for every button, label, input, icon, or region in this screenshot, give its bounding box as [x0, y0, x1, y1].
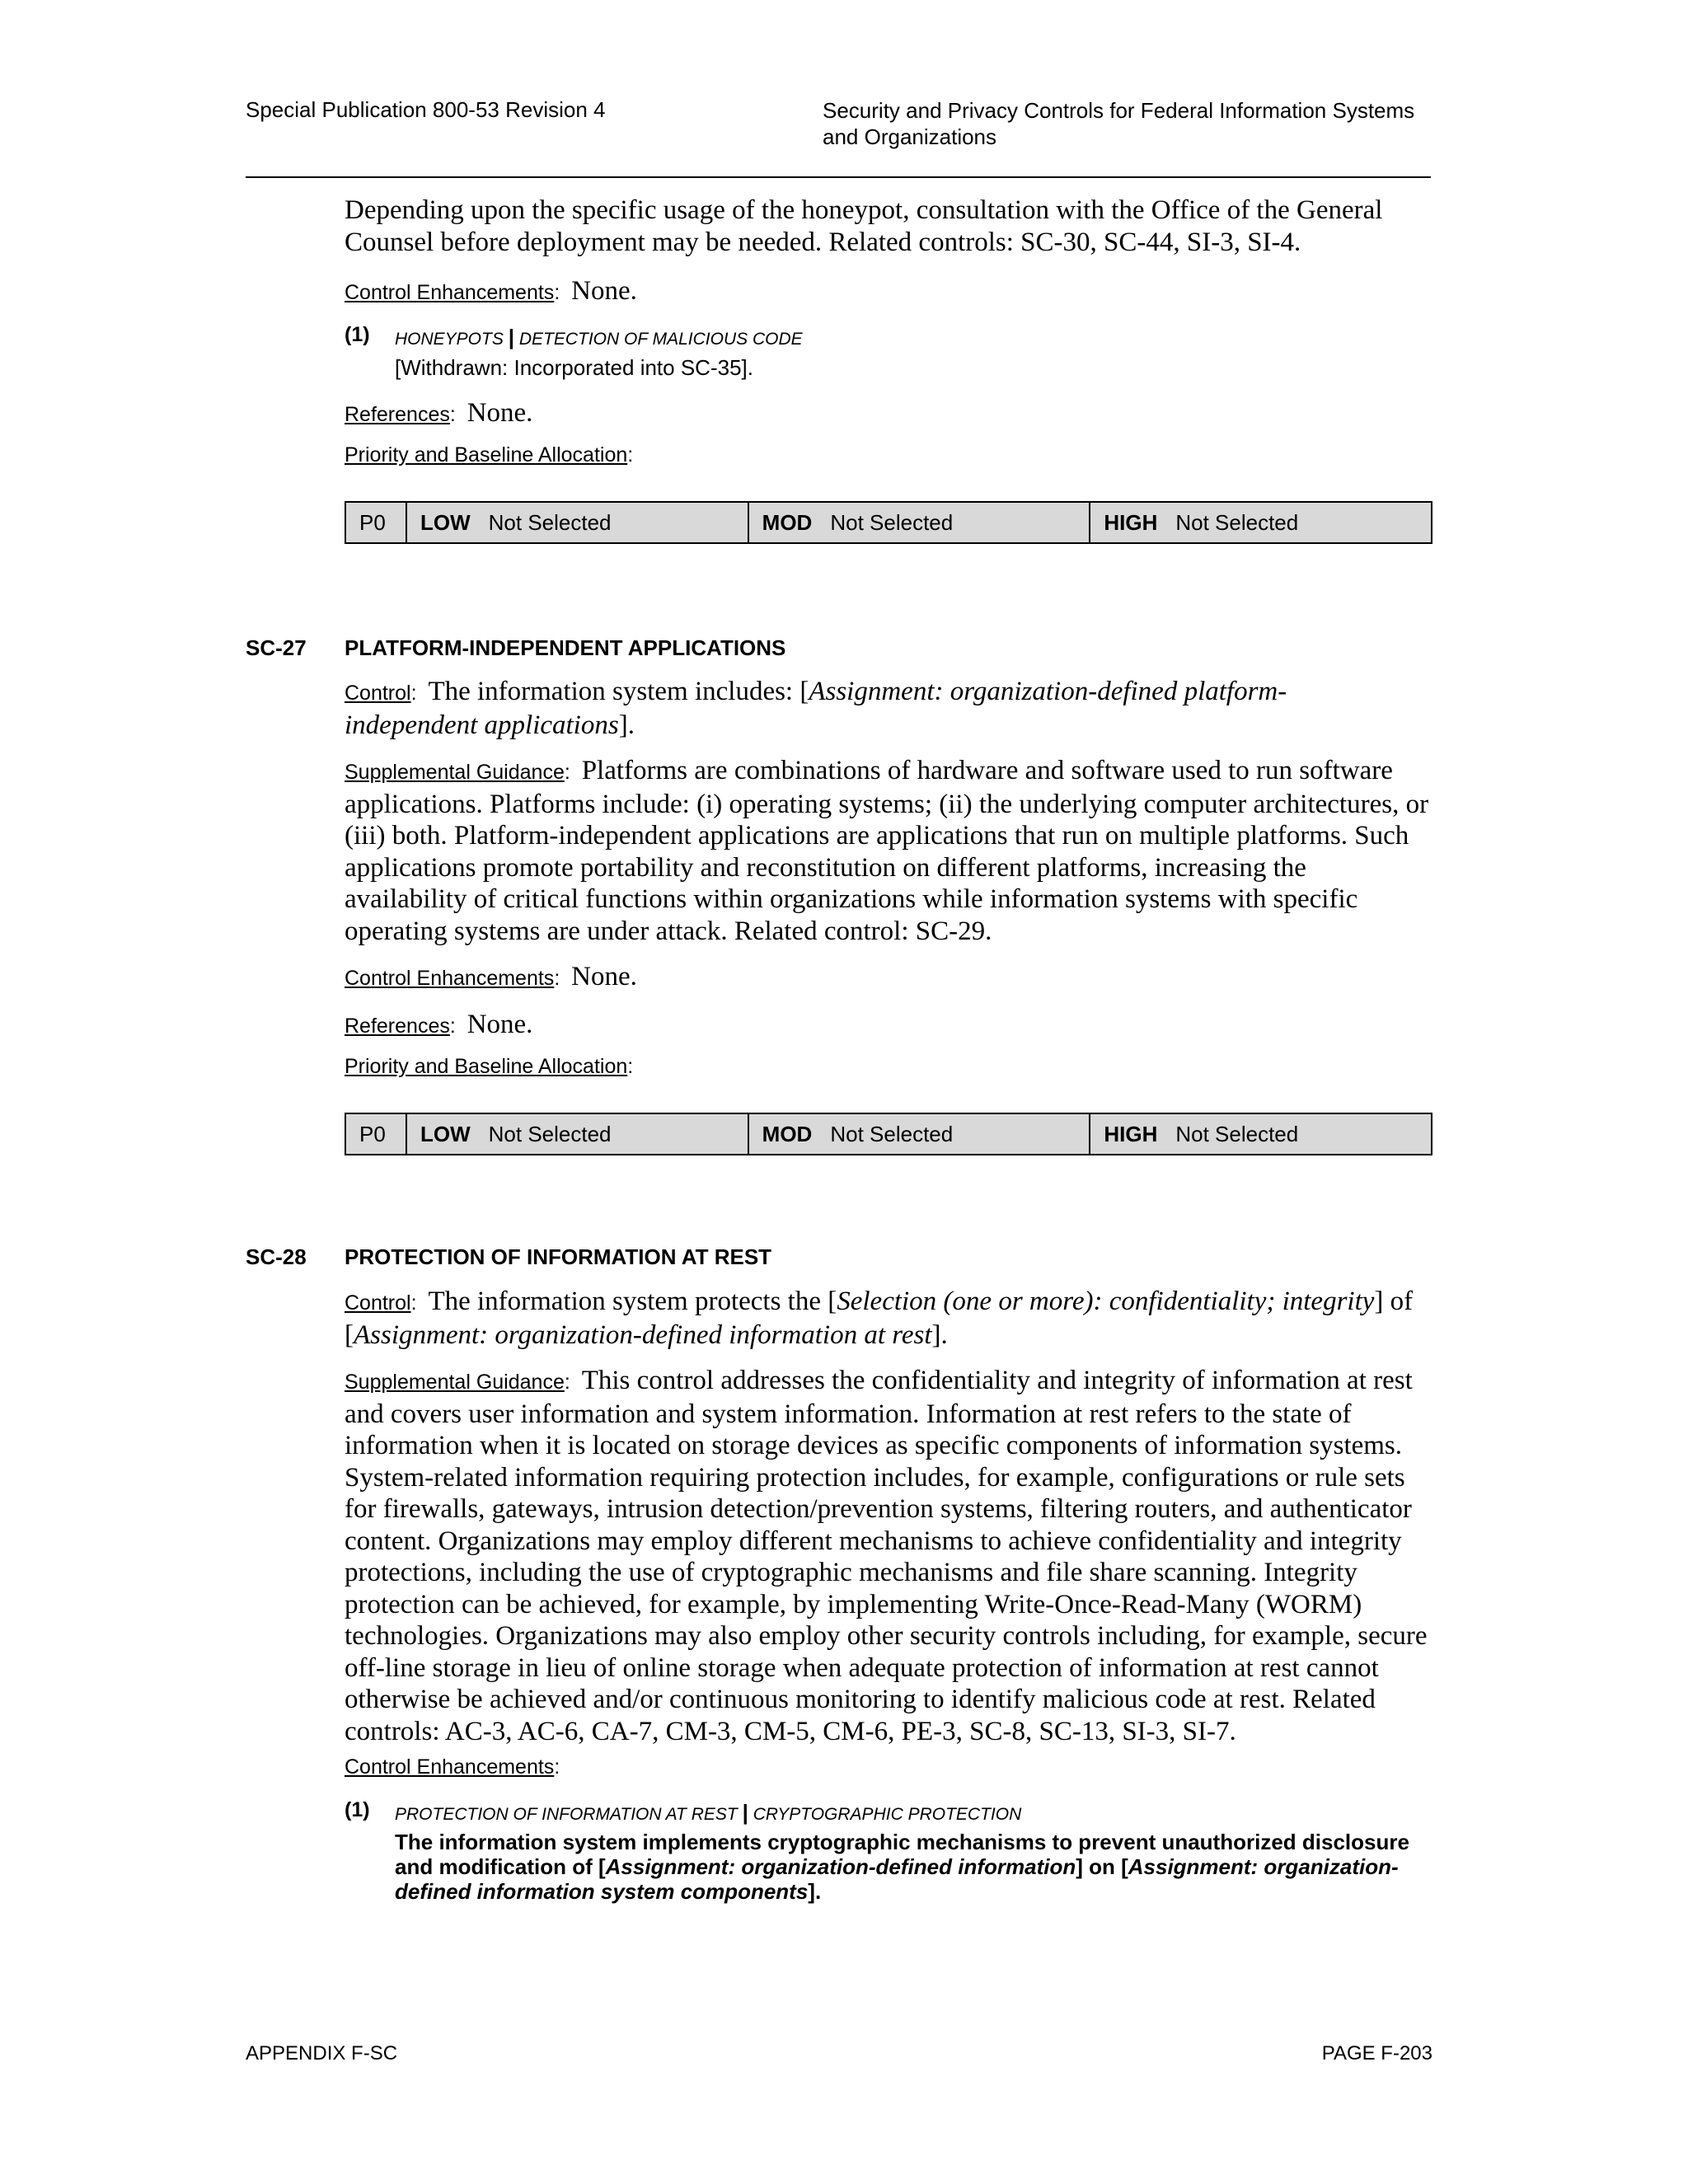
baseline-mod-key: MOD [762, 1121, 813, 1146]
control-text: The information system protects the [ [428, 1286, 837, 1316]
enhancement-title-part1: HONEYPOTS [395, 330, 504, 349]
sc27-references: References: None. [345, 1010, 533, 1039]
enhancement-assignment-1: Assignment: organization-defined information [605, 1854, 1076, 1879]
baseline-low-value: Not Selected [488, 509, 612, 535]
baseline-mod [749, 1114, 1091, 1154]
references-value: None. [467, 398, 533, 428]
control-text-end: ]. [618, 710, 635, 740]
baseline-low-key: LOW [420, 1121, 471, 1146]
control-label: Control [345, 682, 411, 705]
enhancement-number: (1) [345, 1798, 370, 1821]
priority-code: P0 [346, 503, 407, 542]
enhancement-body [395, 1830, 1425, 1904]
baseline-low [407, 503, 749, 542]
footer-page-number: PAGE F-203 [1321, 2042, 1432, 2064]
enhancement-title-part2: DETECTION OF MALICIOUS CODE [518, 330, 803, 349]
sc28-control-enhancements: Control Enhancements: [345, 1755, 560, 1779]
control-text: The information system includes: [ [428, 677, 809, 706]
document-title-line1: Security and Privacy Controls for Federal Information Systems [823, 98, 1415, 123]
baseline-mod [749, 503, 1091, 542]
baseline-mod-value: Not Selected [830, 1121, 954, 1146]
enhancement-body-text: The information system implements cryptographic mechanisms to prevent unauthorized disclosure and modification of [ [395, 1830, 1409, 1879]
enhancement-title-separator: | [742, 1800, 748, 1825]
baseline-low-key: LOW [420, 509, 471, 535]
baseline-high [1090, 1114, 1431, 1154]
control-assignment: Assignment: organization-defined platform-independent applications [345, 677, 1287, 740]
sc27-priority-table [345, 1113, 1432, 1155]
sc27-id: SC-27 [246, 635, 307, 660]
baseline-low-value: Not Selected [488, 1121, 612, 1146]
priority-label: Priority and Baseline Allocation [345, 1055, 628, 1078]
references-label: References [345, 1015, 450, 1038]
control-assignment: Assignment: organization-defined information at rest [354, 1319, 932, 1350]
control-enhancements-label: Control Enhancements [345, 967, 555, 990]
enhancement-title [395, 1800, 1021, 1825]
supplemental-guidance-label: Supplemental Guidance [345, 1371, 565, 1394]
baseline-high-value: Not Selected [1175, 1121, 1299, 1146]
baseline-high-key: HIGH [1104, 1121, 1158, 1146]
sc28-name: PROTECTION OF INFORMATION AT REST [345, 1244, 772, 1269]
control-enhancements-value: None. [571, 276, 637, 306]
sc27-control-enhancements: Control Enhancements: None. [345, 962, 637, 991]
supplemental-guidance-text: This control addresses the confidentiality and integrity of information at rest and covers user information and system information. Information at rest refers to the state of information when it is located on storage devices as specific components of information systems. System-related information requiring protection includes, for example, configurations or rule sets for firewalls, gateways, intrusion detection/prevention systems, filtering routers, and authenticator content. Organizations may employ different mechanisms to achieve confidentiality and integrity protections, including the use of cryptographic mechanisms and file share scanning. Integrity protection can be achieved, for example, by implementing Write-Once-Read-Many (WORM) technologies. Organizations may also employ other security controls including, for example, secure off-line storage in lieu of online storage when adequate protection of information at rest cannot otherwise be achieved and/or continuous monitoring to identify malicious code at rest. Related controls: AC-3, AC-6, CA-7, CM-3, CM-5, CM-6, PE-3, SC-8, SC-13, SI-3, SI-7. [345, 1366, 1428, 1746]
sc27-name: PLATFORM-INDEPENDENT APPLICATIONS [345, 635, 786, 660]
sc26-guidance-continuation: Depending upon the specific usage of the honeypot, consultation with the Office of the General Counsel before deployment may be needed. Related controls: SC-30, SC-44, SI-3, SI-4. [345, 195, 1383, 257]
enhancement-assignment-2: Assignment: organization-defined information system components [395, 1854, 1399, 1904]
baseline-high-value: Not Selected [1175, 509, 1299, 535]
sc28-id: SC-28 [246, 1244, 307, 1269]
sc26-control-enhancements: Control Enhancements: None. [345, 276, 637, 306]
sc27-supplemental-guidance: Supplemental Guidance: Platforms are combinations of hardware and software used to run software applications. Platforms include: (i) operating systems; (ii) the underlying computer architectures, or (iii) both. Platform-independent applications are applications that run on multiple platforms. Such applications promote portability and reconstitution on different platforms, increasing the availability of critical functions within organizations while information systems with specific operating systems are under attack. Related control: SC-29. [345, 756, 1429, 946]
baseline-high-key: HIGH [1104, 509, 1158, 535]
references-label: References [345, 403, 450, 426]
priority-code: P0 [346, 1114, 407, 1154]
sc26-priority-table [345, 501, 1432, 544]
control-enhancements-value: None. [571, 962, 637, 991]
control-selection: Selection (one or more): confidentiality; integrity [837, 1286, 1375, 1316]
sc26-priority-label: Priority and Baseline Allocation: [345, 443, 634, 466]
enhancement-body-mid: ] on [ [1076, 1854, 1128, 1879]
enhancement-title-part1: PROTECTION OF INFORMATION AT REST [395, 1805, 738, 1824]
control-enhancements-label: Control Enhancements [345, 281, 555, 304]
enhancement-body-end: ]. [808, 1879, 822, 1904]
sc26-references: References: None. [345, 398, 533, 428]
control-label: Control [345, 1291, 411, 1315]
control-enhancements-label: Control Enhancements [345, 1755, 555, 1779]
enhancement-withdrawn-text: [Withdrawn: Incorporated into SC-35]. [395, 355, 753, 380]
document-title [823, 97, 1431, 150]
control-text-mid: ] of [ [345, 1286, 1414, 1350]
enhancement-title-part2: CRYPTOGRAPHIC PROTECTION [753, 1805, 1022, 1824]
document-title-line2: and Organizations [823, 124, 997, 149]
enhancement-title-separator: | [508, 325, 514, 349]
publication-title: Special Publication 800-53 Revision 4 [246, 97, 606, 122]
footer-appendix: APPENDIX F-SC [246, 2042, 398, 2064]
baseline-mod-value: Not Selected [830, 509, 954, 535]
references-value: None. [467, 1010, 533, 1039]
sc27-control: Control: The information system includes: [Assignment: organization-defined platform-independent applications]. [345, 677, 1287, 740]
enhancement-number: (1) [345, 323, 370, 346]
supplemental-guidance-label: Supplemental Guidance [345, 761, 565, 784]
control-text-end: ]. [931, 1319, 948, 1350]
baseline-low [407, 1114, 749, 1154]
sc27-priority-label: Priority and Baseline Allocation: [345, 1055, 634, 1078]
supplemental-guidance-text: Platforms are combinations of hardware and software used to run software applications. Platforms include: (i) operating systems; (ii) the underlying computer architectures, or (iii) both. Platform-independent applications are applications that run on multiple platforms. Such applications promote portability and reconstitution on different platforms, increasing the availability of critical functions within organizations while information systems with specific operating systems are under attack. Related control: SC-29. [345, 756, 1429, 946]
enhancement-title [395, 325, 803, 350]
baseline-high [1090, 503, 1431, 542]
page-header [246, 97, 1431, 178]
sc28-control: Control: The information system protects the [Selection (one or more): confidentiality; integrity] of [Assignment: organization-defined information at rest]. [345, 1286, 1414, 1350]
priority-label: Priority and Baseline Allocation [345, 443, 628, 466]
baseline-mod-key: MOD [762, 509, 813, 535]
sc28-supplemental-guidance: Supplemental Guidance: This control addresses the confidentiality and integrity of information at rest and covers user information and system information. Information at rest refers to the state of information when it is located on storage devices as specific components of information systems. System-related information requiring protection includes, for example, configurations or rule sets for firewalls, gateways, intrusion detection/prevention systems, filtering routers, and authenticator content. Organizations may employ different mechanisms to achieve confidentiality and integrity protections, including the use of cryptographic mechanisms and file share scanning. Integrity protection can be achieved, for example, by implementing Write-Once-Read-Many (WORM) technologies. Organizations may also employ other security controls including, for example, secure off-line storage in lieu of online storage when adequate protection of information at rest cannot otherwise be achieved and/or continuous monitoring to identify malicious code at rest. Related controls: AC-3, AC-6, CA-7, CM-3, CM-5, CM-6, PE-3, SC-8, SC-13, SI-3, SI-7. [345, 1366, 1428, 1746]
